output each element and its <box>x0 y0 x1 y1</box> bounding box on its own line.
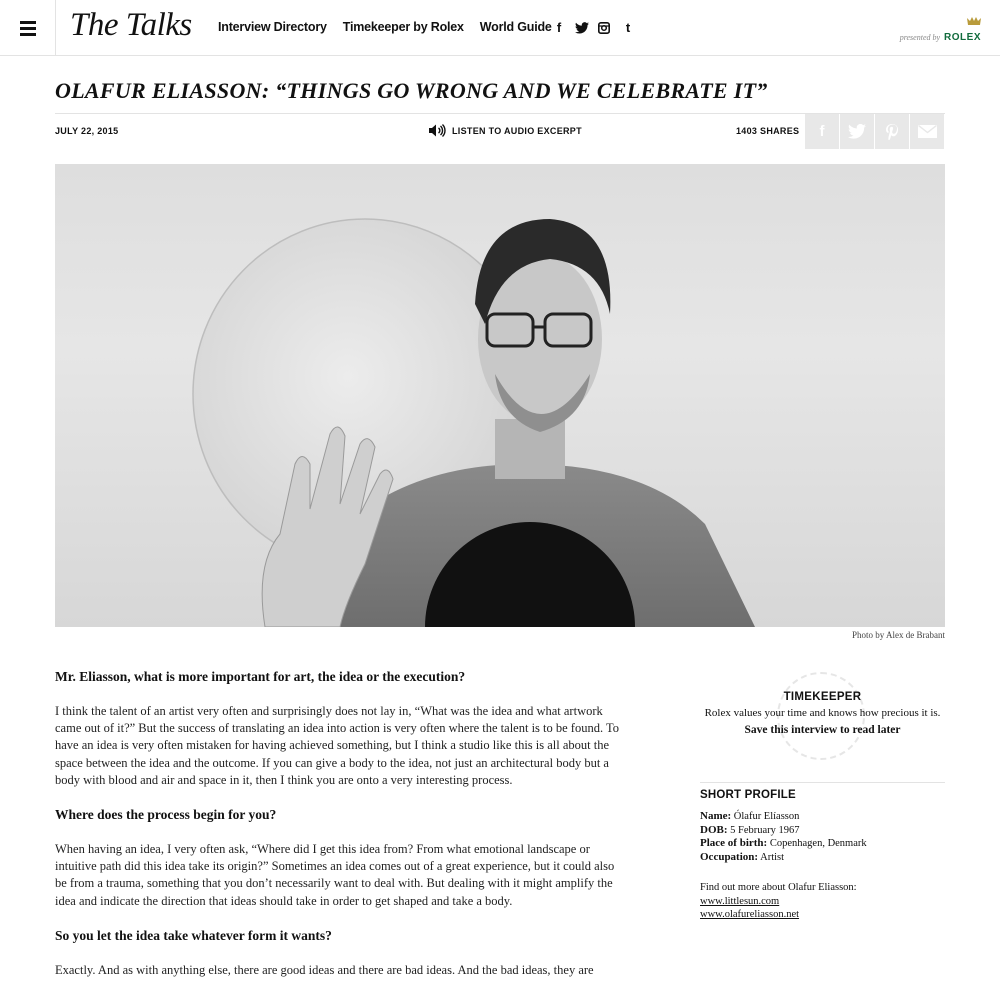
instagram-icon[interactable] <box>598 22 612 34</box>
sidebar <box>700 672 945 922</box>
hamburger-menu-icon[interactable] <box>0 0 56 56</box>
social-links <box>552 20 635 35</box>
rolex-crown-icon <box>967 16 981 26</box>
profile-occupation-value: Artist <box>760 851 785 863</box>
facebook-icon[interactable]: f <box>556 20 562 35</box>
link-littlesun[interactable]: www.littlesun.com <box>700 895 780 907</box>
rolex-logo: ROLEX <box>944 32 981 43</box>
profile-name <box>700 810 945 824</box>
timekeeper-box <box>700 672 945 762</box>
timekeeper-text: Rolex values your time and knows how precious it is. <box>704 707 941 719</box>
main-nav <box>218 20 552 34</box>
twitter-share-button[interactable] <box>840 114 874 149</box>
timekeeper-title: TIMEKEEPER <box>783 691 862 703</box>
profile-occupation <box>700 851 945 865</box>
find-out-more-label: Find out more about Olafur Eliasson: <box>700 882 857 893</box>
pinterest-icon <box>886 124 898 140</box>
facebook-share-button[interactable] <box>805 114 839 149</box>
article-meta-bar <box>55 113 945 149</box>
find-out-more <box>700 881 945 922</box>
profile-dob-label: DOB: <box>700 823 728 836</box>
profile-occupation-label: Occupation: <box>700 850 759 863</box>
profile-birthplace <box>700 837 945 851</box>
hero-photo <box>55 164 945 627</box>
sponsor-block[interactable] <box>900 16 981 45</box>
profile-dob <box>700 824 945 838</box>
twitter-icon[interactable] <box>575 22 589 34</box>
profile-birthplace-value: Copenhagen, Denmark <box>769 838 867 849</box>
article-body <box>55 668 625 996</box>
nav-interview-directory[interactable]: Interview Directory <box>218 20 327 34</box>
short-profile-heading: SHORT PROFILE <box>700 789 796 801</box>
question: So you let the idea take whatever form it wants? <box>55 927 332 943</box>
speaker-icon <box>429 124 446 137</box>
question: Mr. Eliasson, what is more important for art, the idea or the execution? <box>55 669 466 684</box>
pinterest-share-button[interactable] <box>875 114 909 149</box>
nav-world-guide[interactable]: World Guide <box>479 20 552 34</box>
twitter-icon <box>848 124 866 139</box>
share-buttons <box>805 114 944 149</box>
link-olafureliasson[interactable]: www.olafureliasson.net <box>700 909 800 920</box>
article-title: OLAFUR ELIASSON: “THINGS GO WRONG AND WE CELEBRATE IT” <box>55 78 768 103</box>
profile-dob-value: 5 February 1967 <box>730 824 800 836</box>
site-logo[interactable]: The Talks <box>70 7 192 43</box>
profile-birthplace-label: Place of birth: <box>700 837 768 849</box>
email-share-button[interactable] <box>910 114 944 149</box>
photo-credit: Photo by Alex de Brabant <box>852 630 945 640</box>
share-count: 1403 SHARES <box>736 126 800 136</box>
article-date: JULY 22, 2015 <box>55 126 119 136</box>
listen-audio-button[interactable] <box>429 124 582 137</box>
facebook-icon: f <box>819 123 825 140</box>
portrait-photo-illustration <box>55 164 945 627</box>
site-header <box>0 0 1000 56</box>
tumblr-icon[interactable]: t <box>625 20 631 35</box>
profile-name-label: Name: <box>700 810 732 822</box>
answer: I think the talent of an artist very often and surprisingly does not lay in, “What was the idea and what artwork came out of it?” But the success of translating an idea into action is very often where the talent is to be found. To have an idea is very often mistaken for having achieved something, but I think a studio like this is all about the space between the idea and the outcome. If you can give a body to the idea, not just an architectural body but a body with blood and air and space in it, then I think you are onto a very interesting process. <box>55 704 620 787</box>
profile-name-value: Ólafur Elíasson <box>733 811 800 822</box>
save-interview-link[interactable]: Save this interview to read later <box>744 724 901 736</box>
question: Where does the process begin for you? <box>55 807 277 823</box>
email-icon <box>918 125 937 138</box>
answer: Exactly. And as with anything else, there are good ideas and there are bad ideas. And the bad ideas, they are <box>55 962 594 977</box>
presented-by-label: presented by <box>899 33 941 42</box>
nav-timekeeper[interactable]: Timekeeper by Rolex <box>342 20 464 34</box>
listen-audio-label: LISTEN TO AUDIO EXCERPT <box>452 125 582 136</box>
divider <box>700 782 945 783</box>
answer: When having an idea, I very often ask, “Where did I get this idea from? From what emotional landscape or intuitive path did this idea take its origin?” Sometimes an idea comes out of a great experience, but it could also be from a trauma, something that you don’t necessarily want to deal with. But dealing with it might amplify the idea and indicate the direction that ideas should take in order to get shaped and take a body. <box>55 842 615 908</box>
